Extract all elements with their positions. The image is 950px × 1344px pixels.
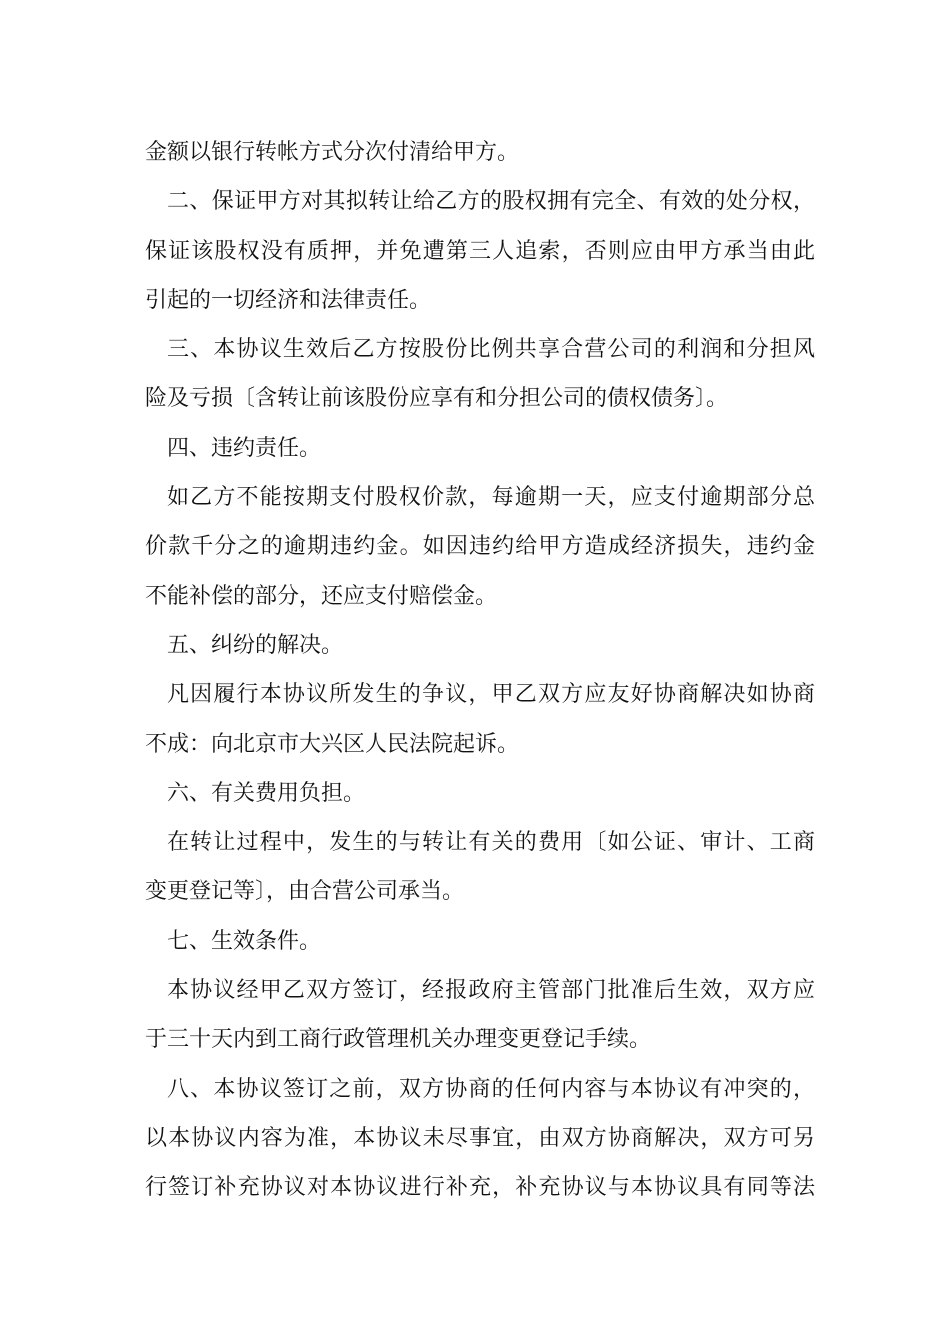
text-line: 八、本协议签订之前，双方协商的任何内容与本协议有冲突的， [167,1076,815,1102]
text-line: 不能补偿的部分，还应支付赔偿金。 [145,583,498,609]
text-line: 不成：向北京市大兴区人民法院起诉。 [145,731,520,757]
text-line: 以本协议内容为准，本协议未尽事宜，由双方协商解决，双方可另 [145,1125,815,1151]
text-line: 金额以银行转帐方式分次付清给甲方。 [145,140,520,165]
text-line: 在转让过程中，发生的与转让有关的费用〔如公证、审计、工商 [167,830,815,856]
text-line: 凡因履行本协议所发生的争议，甲乙双方应友好协商解决如协商 [167,682,815,708]
text-line: 七、生效条件。 [167,928,322,954]
text-line: 于三十天内到工商行政管理机关办理变更登记手续。 [145,1027,652,1053]
text-line: 本协议经甲乙双方签订，经报政府主管部门批准后生效，双方应 [167,978,815,1004]
text-line: 四、违约责任。 [167,435,322,461]
text-line: 如乙方不能按期支付股权价款，每逾期一天，应支付逾期部分总 [167,485,815,511]
text-line: 变更登记等〕，由合营公司承当。 [145,879,465,905]
text-line: 险及亏损〔含转让前该股份应享有和分担公司的债权债务〕。 [145,386,729,412]
text-line: 五、纠纷的解决。 [167,632,344,658]
text-line: 引起的一切经济和法律责任。 [145,287,432,313]
text-line: 价款千分之的逾期违约金。如因违约给甲方造成经济损失，违约金 [145,534,815,560]
text-line: 六、有关费用负担。 [167,780,366,806]
text-line: 保证该股权没有质押，并免遭第三人追索，否则应由甲方承当由此 [145,238,815,264]
text-line: 二、保证甲方对其拟转让给乙方的股权拥有完全、有效的处分权， [167,189,815,215]
text-line: 三、本协议生效后乙方按股份比例共享合营公司的利润和分担风 [167,337,815,363]
text-line: 行签订补充协议对本协议进行补充，补充协议与本协议具有同等法 [145,1175,815,1201]
document-body [145,128,815,1213]
